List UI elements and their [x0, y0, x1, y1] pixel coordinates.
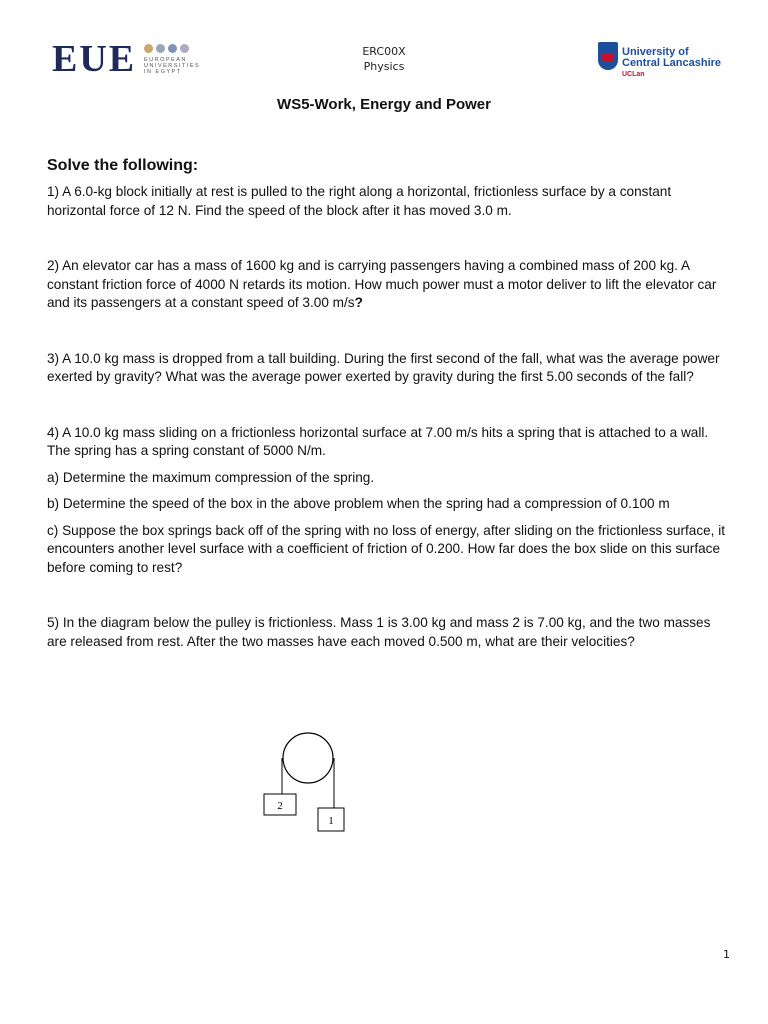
eue-logo — [52, 40, 202, 80]
eue-logo-text: EUE — [52, 38, 137, 80]
page-number: 1 — [723, 948, 730, 961]
section-heading: Solve the following: — [47, 157, 199, 174]
uclan-shield-icon — [598, 42, 618, 70]
uclan-tag: UCLan — [622, 71, 645, 78]
eue-logo-emblems — [144, 44, 189, 53]
course-name: Physics — [363, 60, 405, 73]
question-2-text: 2) An elevator car has a mass of 1600 kg and is carrying passengers having a combined mass of 200 kg. A constant friction force of 4000 N retards its motion. How much power must a motor deliver to lift the elevator car and its passengers at a constant speed of 3.00 m/s — [47, 258, 717, 310]
course-header — [300, 44, 468, 74]
question-4a: a) Determine the maximum compression of the spring. — [47, 469, 375, 485]
mass-2-label: 2 — [277, 800, 283, 812]
uclan-logo — [598, 42, 728, 82]
question-1: 1) A 6.0-kg block initially at rest is pulled to the right along a horizontal, frictionless surface by a constant horizontal force of 12 N. Find the speed of the block after it has moved 3.0 m. — [47, 184, 672, 218]
question-2-mark: ? — [354, 295, 363, 310]
pulley-wheel — [283, 733, 333, 783]
uclan-name: University of Central Lancashire — [622, 46, 722, 69]
question-4: 4) A 10.0 kg mass sliding on a frictionless horizontal surface at 7.00 m/s hits a spring that is attached to a wall. The spring has a spring constant of 5000 N/m. — [47, 424, 709, 458]
course-code: ERC00X — [362, 45, 406, 58]
question-4c: c) Suppose the box springs back off of the spring with no loss of energy, after sliding on the frictionless surface, it encounters another level surface with a coefficient of friction of 0.200. How far does the box slide on this surface before coming to rest? — [47, 522, 726, 575]
worksheet-body — [47, 156, 727, 651]
mass-1-label: 1 — [328, 815, 334, 827]
question-5: 5) In the diagram below the pulley is frictionless. Mass 1 is 3.00 kg and mass 2 is 7.00 kg, and the two masses are released from rest. After the two masses have each moved 0.500 m, what are their velocities? — [47, 615, 711, 649]
question-3: 3) A 10.0 kg mass is dropped from a tall building. During the first second of the fall, what was the average power exerted by gravity? What was the average power exerted by gravity during the first 5.00 seconds of the fall? — [47, 350, 720, 384]
page-title: WS5-Work, Energy and Power — [277, 96, 491, 113]
pulley-diagram — [258, 728, 358, 836]
question-2 — [47, 257, 727, 313]
question-4b: b) Determine the speed of the box in the above problem when the spring had a compression of 0.100 m — [47, 496, 670, 511]
eue-logo-subtitle: EUROPEAN UNIVERSITIES IN EGYPT — [144, 57, 201, 75]
